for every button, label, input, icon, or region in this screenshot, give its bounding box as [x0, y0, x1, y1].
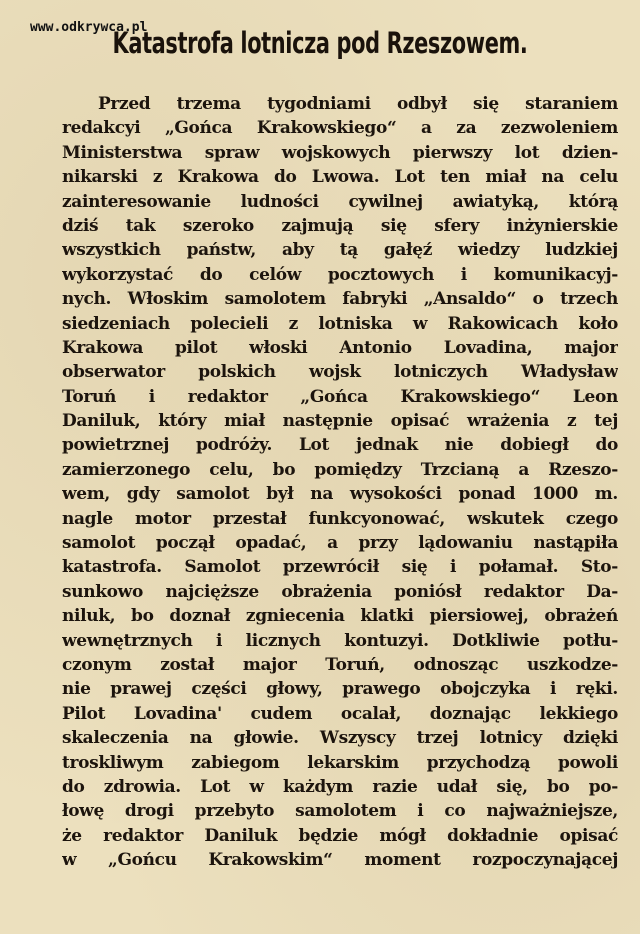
- article-line: samolot począł opadać, a przy lądowaniu nastąpiła: [62, 533, 618, 554]
- article-line: Przed trzema tygodniami odbył się staraniem: [98, 94, 618, 114]
- article-body: [62, 92, 618, 873]
- article-line: wem, gdy samolot był na wysokości ponad 1000 m.: [62, 484, 618, 505]
- article-line: obserwator polskich wojsk lotniczych Władysław: [62, 362, 618, 383]
- article-line: nagle motor przestał funkcyonować, wskutek czego: [62, 508, 618, 529]
- watermark-text: www.odkrywca.pl: [30, 20, 148, 35]
- article-line: troskliwym zabiegom lekarskim przychodzą powoli: [62, 752, 618, 773]
- article-line: zainteresowanie ludności cywilnej awiatyką, którą: [62, 191, 618, 212]
- article-line: sunkowo najcięższe obrażenia poniósł redaktor Da-: [62, 581, 618, 602]
- article-line: niluk, bo doznał zgniecenia klatki piersiowej, obrażeń: [62, 606, 618, 627]
- article-line: Daniluk, który miał następnie opisać wrażenia z tej: [62, 411, 618, 432]
- article-line: wykorzystać do celów pocztowych i komunikacyj-: [62, 264, 618, 285]
- article-line: redakcyi „Gońca Krakowskiego“ a za zezwoleniem: [62, 118, 618, 139]
- article-line: dziś tak szeroko zajmują się sfery inżynierskie: [62, 215, 618, 236]
- article-line: skaleczenia na głowie. Wszyscy trzej lotnicy dzięki: [62, 728, 618, 749]
- article-line: Krakowa pilot włoski Antonio Lovadina, major: [62, 337, 618, 358]
- article-line: czonym został major Toruń, odnosząc uszkodze-: [62, 654, 618, 675]
- article-line: wewnętrznych i licznych kontuzyi. Dotkliwie potłu-: [62, 630, 618, 651]
- article-line: łowę drogi przebyto samolotem i co najważniejsze,: [62, 801, 618, 822]
- article-line: katastrofa. Samolot przewrócił się i połamał. Sto-: [62, 557, 618, 578]
- article-line: w „Gońcu Krakowskim“ moment rozpoczynającej: [62, 850, 618, 871]
- article-line: zamierzonego celu, bo pomiędzy Trzcianą a Rzeszo-: [62, 459, 618, 480]
- article-line: Pilot Lovadina' cudem ocalał, doznając lekkiego: [62, 703, 618, 724]
- article-line: wszystkich państw, aby tą gałęź wiedzy ludzkiej: [62, 240, 618, 261]
- article-line: nie prawej części głowy, prawego obojczyka i ręki.: [62, 679, 618, 700]
- article-line: powietrznej podróży. Lot jednak nie dobiegł do: [62, 435, 618, 456]
- article-line: do zdrowia. Lot w każdym razie udał się, bo po-: [62, 776, 618, 797]
- article-line: Toruń i redaktor „Gońca Krakowskiego“ Leon: [62, 386, 618, 407]
- article-line: Ministerstwa spraw wojskowych pierwszy lot dzien-: [62, 142, 618, 163]
- article-line: siedzeniach polecieli z lotniska w Rakowicach koło: [62, 313, 618, 334]
- article-line: że redaktor Daniluk będzie mógł dokładnie opisać: [62, 825, 618, 846]
- article-headline: Katastrofa lotnicza pod Rzeszowem.: [112, 26, 528, 60]
- article-line: nikarski z Krakowa do Lwowa. Lot ten miał na celu: [62, 167, 618, 188]
- article-line: nych. Włoskim samolotem fabryki „Ansaldo“ o trzech: [62, 289, 618, 310]
